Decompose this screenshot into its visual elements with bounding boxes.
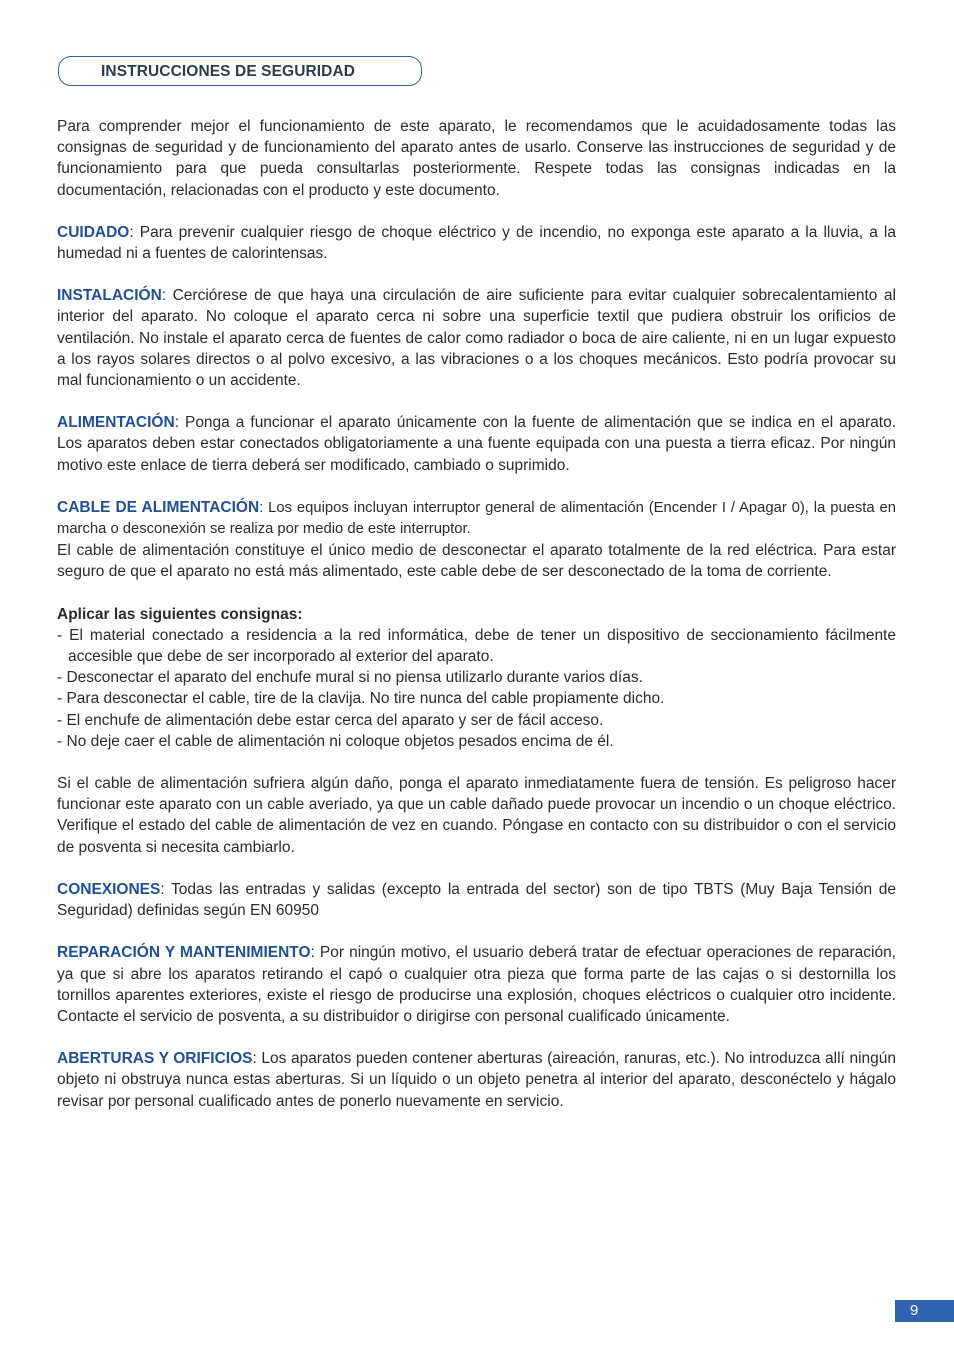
consignas-heading: Aplicar las siguientes consignas: [57,605,303,623]
cuidado-text: : Para prevenir cualquier riesgo de choque eléctrico y de incendio, no exponga este aparato a la lluvia, a la humedad ni a fuentes de calorintensas. [57,223,896,263]
conexiones-text: : Todas las entradas y salidas (excepto la entrada del sector) son de tipo TBTS (Muy Baja Tensión de Seguridad) definidas según EN 60950 [57,880,896,920]
reparacion-label: REPARACIÓN Y MANTENIMIENTO [57,944,311,962]
page-number: 9 [895,1300,954,1322]
dano-paragraph: Si el cable de alimentación sufriera algún daño, ponga el aparato inmediatamente fuera de tensión. Es peligroso hacer funcionar este aparato con un cable averiado, ya que un cable dañado puede provocar un incendio o un choque eléctrico. Verifique el estado del cable de alimentación de vez en cuando. Póngase en contacto con su distribuidor o con el servicio de posventa si necesita cambiarlo. [57,775,896,856]
section-title: INSTRUCCIONES DE SEGURIDAD [101,63,356,80]
list-item: - El enchufe de alimentación debe estar cerca del aparato y ser de fácil acceso. [57,711,604,729]
list-item: - No deje caer el cable de alimentación ni coloque objetos pesados encima de él. [57,732,614,750]
cable-paragraph [57,497,896,540]
consignas-list [57,625,896,752]
cable-label: CABLE DE ALIMENTACIÓN [57,498,260,516]
aberturas-paragraph [57,1048,896,1112]
cuidado-label: CUIDADO [57,223,130,241]
list-item: - Para desconectar el cable, tire de la clavija. No tire nunca del cable propiamente dicho. [57,690,665,708]
intro-paragraph: Para comprender mejor el funcionamiento de este aparato, le recomendamos que le acuidadosamente todas las consignas de seguridad y de funcionamiento del aparato antes de usarlo. Conserve las instrucciones de seguridad y de funcionamiento para que pueda consultarlas posteriormente. Respete todas las consignas indicadas en la documentación, relacionadas con el producto y este documento. [57,118,896,199]
instalacion-text: : Cerciórese de que haya una circulación de aire suficiente para evitar cualquier sobrecalentamiento al interior del aparato. No coloque el aparato cerca ni sobre una superficie textil que pudiera obstruir los orificios de ventilación. No instale el aparato cerca de fuentes de calor como radiador o boca de aire caliente, ni en un lugar expuesto a los rayos solares directos o al polvo excesivo, a las vibraciones o a los choques mecánicos. Esto podría provocar su mal funcionamiento o un accidente. [57,287,896,390]
reparacion-paragraph [57,942,896,1027]
alimentacion-paragraph [57,412,896,476]
instalacion-paragraph [57,285,896,391]
document-body [57,116,896,1133]
instalacion-label: INSTALACIÓN [57,287,162,305]
section-header-box [58,56,422,86]
alimentacion-text: : Ponga a funcionar el aparato únicamente con la fuente de alimentación que se indica en el aparato. Los aparatos deben estar conectados obligatoriamente a una fuente equipada con una puesta a tierra eficaz. Por ningún motivo este enlace de tierra deberá ser modificado, cambiado o suprimido. [57,414,896,474]
list-item: - Desconectar el aparato del enchufe mural si no piensa utilizarlo durante varios días. [57,669,643,687]
aberturas-label: ABERTURAS Y ORIFICIOS [57,1050,253,1068]
cuidado-paragraph [57,222,896,264]
list-item: - El material conectado a residencia a la red informática, debe de tener un dispositivo de seccionamiento fácilmente accesible que debe de ser incorporado al exterior del aparato. [57,626,896,666]
alimentacion-label: ALIMENTACIÓN [57,414,175,432]
conexiones-paragraph [57,879,896,921]
reparacion-text: : Por ningún motivo, el usuario deberá tratar de efectuar operaciones de reparación, ya que si abre los aparatos retirando el capó o cualquier otra pieza que forma parte de las cajas o si destornilla los tornillos aparentes exteriores, existe el riesgo de producirse una explosión, choques eléctricos o cualquier otro incidente. Contacte el servicio de posventa, a su distribuidor o dirigirse con personal cualificado únicamente. [57,944,896,1025]
cable-text: : Los equipos incluyan interruptor general de alimentación (Encender I / Apagar 0), la puesta en marcha o desconexión se realiza por medio de este interruptor. [57,499,896,538]
conexiones-label: CONEXIONES [57,880,161,898]
cable-paragraph-2: El cable de alimentación constituye el único medio de desconectar el aparato totalmente de la red eléctrica. Para estar seguro de que el aparato no está más alimentado, este cable debe de ser desconectado de la toma de corriente. [57,542,896,581]
aberturas-text: : Los aparatos pueden contener aberturas (aireación, ranuras, etc.). No introduzca allí ningún objeto ni obstruya nunca estas aberturas. Si un líquido o un objeto penetra al interior del aparato, desconéctelo y hágalo revisar por personal cualificado antes de ponerlo nuevamente en servicio. [57,1050,896,1110]
